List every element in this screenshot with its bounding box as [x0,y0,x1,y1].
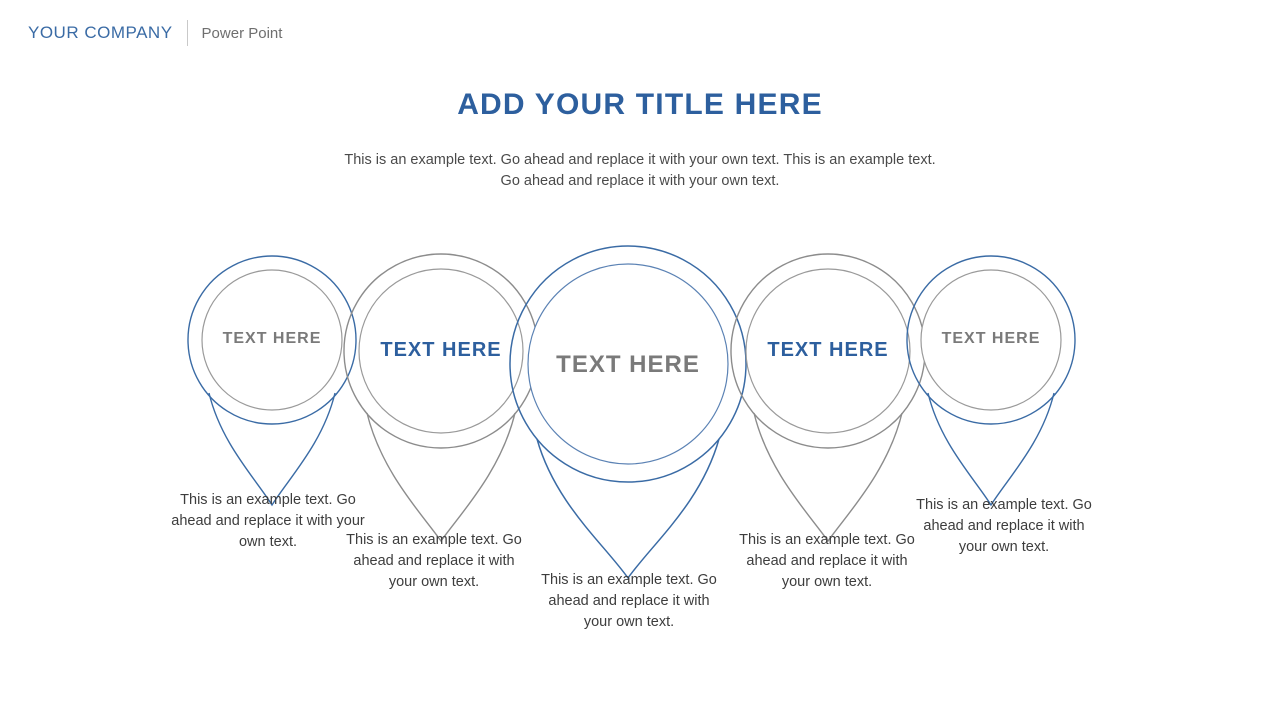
pin-label-5: TEXT HERE [941,330,1041,347]
pin-caption-5: This is an example text. Go ahead and replace it with your own text. [916,497,1092,555]
pin-caption-1: This is an example text. Go ahead and replace it with your own text. [171,492,365,550]
pin-marker-3[interactable] [507,243,749,588]
pin-marker-4[interactable] [728,251,928,551]
slide-header [28,18,282,48]
company-name: YOUR COMPANY [28,23,173,42]
pin-marker-1[interactable] [185,253,359,523]
header-subtitle: Power Point [201,24,283,42]
pin-label-2: TEXT HERE [380,339,502,361]
header-divider [187,20,188,46]
pin-label-1: TEXT HERE [222,330,322,347]
slide-intro-text: This is an example text. Go ahead and replace it with your own text. This is an example text. Go ahead and replace it with your own text. [344,152,936,189]
pin-shape-icon [904,253,1078,523]
pin-caption-3: This is an example text. Go ahead and replace it with your own text. [541,572,717,630]
pin-label-3: TEXT HERE [556,351,700,378]
pin-label-4: TEXT HERE [767,339,889,361]
pin-marker-5[interactable] [904,253,1078,523]
pin-diagram [0,230,1280,650]
pin-shape-icon [185,253,359,523]
pin-shape-icon [728,251,928,551]
pin-caption-4: This is an example text. Go ahead and replace it with your own text. [739,532,915,590]
pin-caption-2: This is an example text. Go ahead and replace it with your own text. [346,532,522,590]
pin-shape-icon [507,243,749,588]
page-title: ADD YOUR TITLE HERE [457,88,823,121]
